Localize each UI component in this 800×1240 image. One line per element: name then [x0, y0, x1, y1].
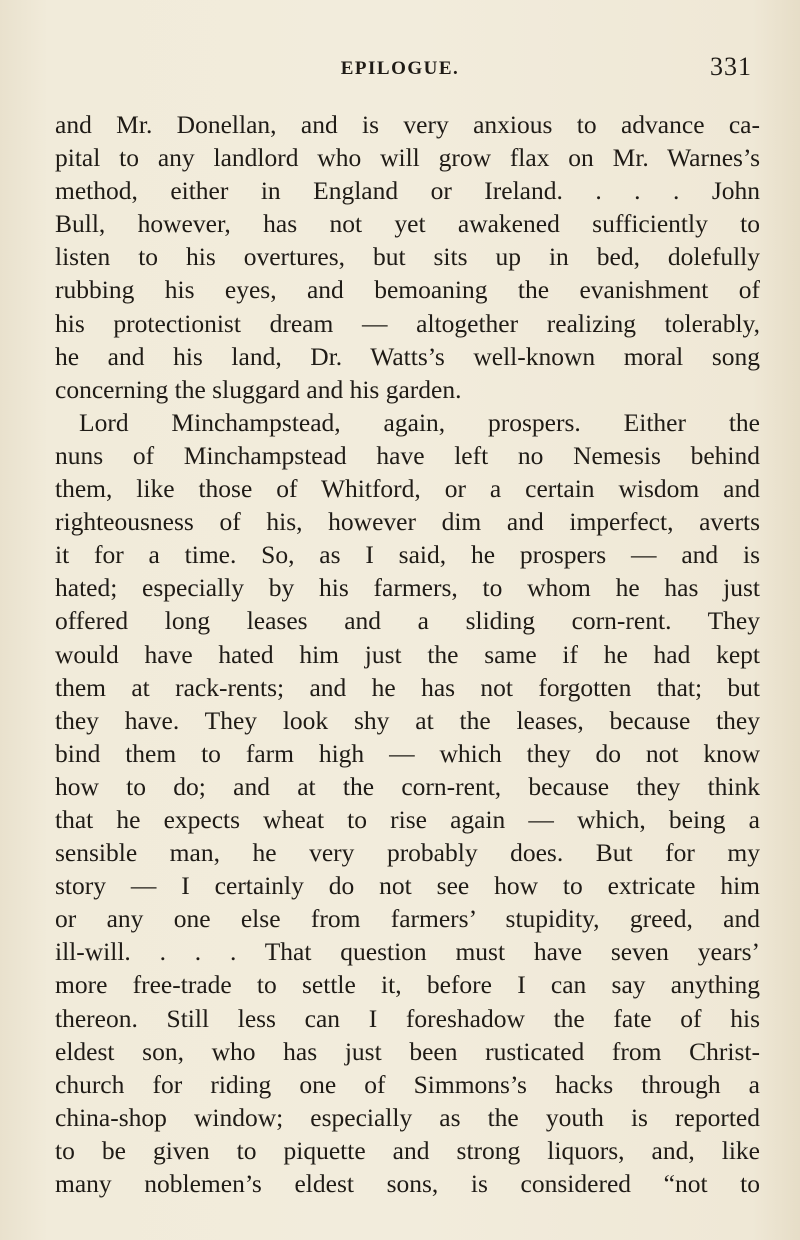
text-line: nuns of Minchampstead have left no Nemesis behind [55, 440, 760, 470]
text-line: offered long leases and a sliding corn-rent. They [55, 606, 760, 636]
text-line: china-shop window; especially as the youth is reported [55, 1102, 760, 1132]
page-number: 331 [710, 52, 752, 81]
text-line: hated; especially by his farmers, to whom he has just [55, 573, 760, 603]
text-line: rubbing his eyes, and bemoaning the evanishment of [55, 275, 760, 305]
text-line: eldest son, who has just been rusticated from Christ- [55, 1036, 760, 1066]
text-line: his protectionist dream — altogether realizing tolerably, [55, 308, 760, 338]
text-line: method, either in England or Ireland. . . . John [55, 176, 760, 206]
text-line: pital to any landlord who will grow flax on Mr. Warnes’s [55, 143, 760, 173]
page-header [0, 52, 800, 92]
text-line: sensible man, he very probably does. But for my [55, 838, 760, 868]
text-line: would have hated him just the same if he had kept [55, 639, 760, 669]
body-text [55, 108, 760, 1200]
text-line: story — I certainly do not see how to extricate him [55, 871, 760, 901]
text-line: listen to his overtures, but sits up in bed, dolefully [55, 242, 760, 272]
text-line: it for a time. So, as I said, he prospers — and is [55, 540, 760, 570]
text-line: them, like those of Whitford, or a certain wisdom and [55, 474, 760, 504]
text-line: or any one else from farmers’ stupidity, greed, and [55, 904, 760, 934]
text-line: concerning the sluggard and his garden. [55, 374, 462, 404]
text-line: more free-trade to settle it, before I can say anything [55, 970, 760, 1000]
text-line: church for riding one of Simmons’s hacks through a [55, 1069, 760, 1099]
text-line: thereon. Still less can I foreshadow the fate of his [55, 1003, 760, 1033]
text-line: that he expects wheat to rise again — which, being a [55, 804, 760, 834]
text-line: Bull, however, has not yet awakened sufficiently to [55, 209, 760, 239]
running-head: EPILOGUE. [340, 58, 460, 79]
text-line: and Mr. Donellan, and is very anxious to advance ca- [55, 110, 760, 139]
text-line: they have. They look shy at the leases, because they [55, 705, 760, 735]
text-line: righteousness of his, however dim and imperfect, averts [55, 507, 760, 537]
text-line: he and his land, Dr. Watts’s well-known moral song [55, 341, 760, 371]
text-line: bind them to farm high — which they do not know [55, 738, 760, 768]
text-line: how to do; and at the corn-rent, because they think [55, 771, 760, 801]
text-line: many noblemen’s eldest sons, is considered “not to [55, 1169, 760, 1198]
text-line: them at rack-rents; and he has not forgotten that; but [55, 672, 760, 702]
text-line: Lord Minchampstead, again, prospers. Either the [79, 407, 760, 437]
text-line: ill-will. . . . That question must have seven years’ [55, 937, 760, 967]
text-line: to be given to piquette and strong liquors, and, like [55, 1135, 760, 1165]
